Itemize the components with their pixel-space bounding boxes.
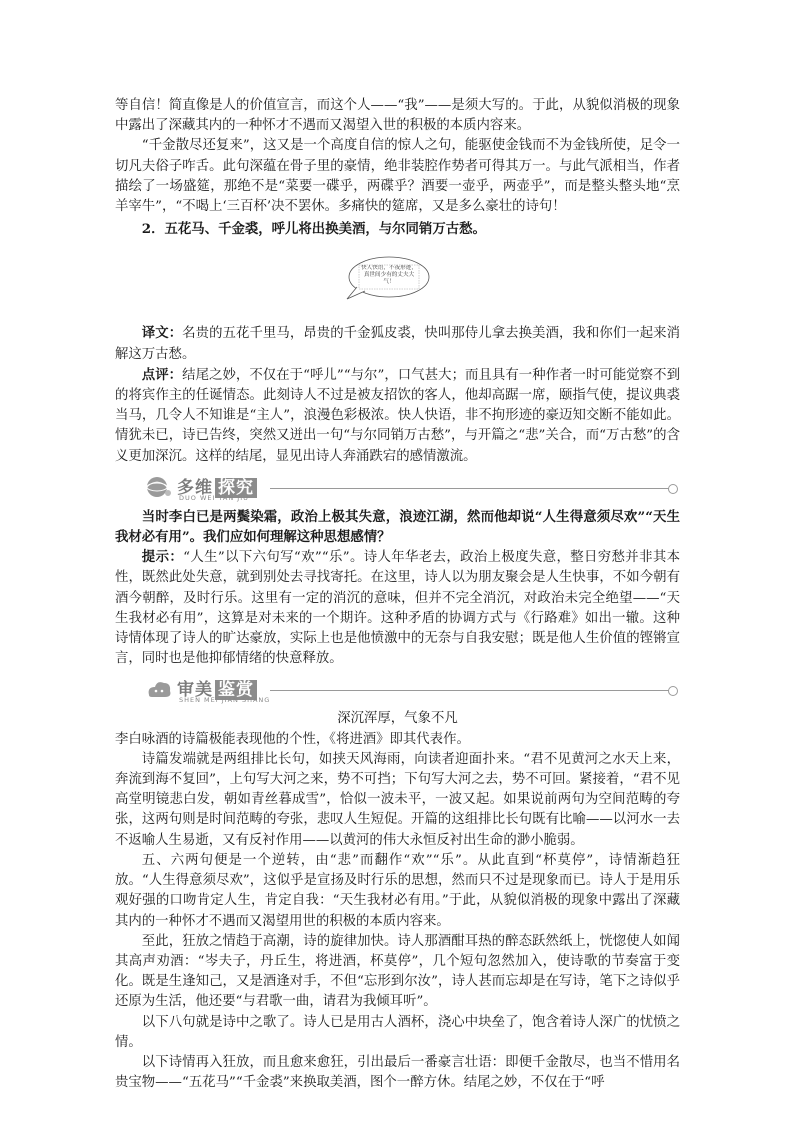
comment-label: 点评： — [141, 366, 183, 383]
divider-dot — [668, 484, 678, 494]
question: 当时李白已是两鬓染霜，政治上极其失意，浪迹江湖，然而他却说“人生得意须尽欢”“天生我材必有用”。我们应如何理解这种思想感情？ — [115, 508, 680, 546]
translation-label: 译文： — [141, 325, 183, 342]
paragraph: 以下八句就是诗中之歌了。诗人已是用古人酒杯，浇心中块垒了，饱含着诗人深广的忧愤之情。 — [115, 1014, 680, 1050]
section-title-plain: 审美 — [177, 680, 213, 701]
bubble-text: 快人快语，不夜形迹，真世间少有的丈夫大气！ — [361, 265, 417, 286]
appreciation-title: 深沉浑厚，气象不凡 — [337, 711, 458, 727]
document-page — [115, 96, 680, 1093]
section-banner-shenmei — [115, 675, 680, 705]
hint — [115, 547, 680, 669]
line-heading: 2．五花马、千金裘，呼儿将出换美酒，与尔同销万古愁。 — [141, 221, 486, 238]
globe-icon — [145, 475, 173, 499]
paragraph: 等自信！简直像是人的价值宣言，而这个人——“我”——是须大写的。于此，从貌似消极的现象中露出了深藏其内的一种怀才不遇而又渴望入世的积极的本质内容来。 — [115, 98, 680, 134]
hint-text: “人生”以下六句写“欢”“乐”。诗人年华老去，政治上极度失意，整日穷愁并非其本性，既然此处失意，就到别处去寻找寄托。在这里，诗人以为朋友聚会是人生快事，不如今朝有酒今朝醉，及时行乐。这里有一定的消沉的意味，但并不完全消沉，对政治未完全绝望——“天生我材必有用”，这算是对未来的一个期许。这种矛盾的协调方式与《行路难》如出一辙。这种诗情体现了诗人的旷达豪放，实际上也是他愤激中的无奈与自我安慰；既是他人生价值的铿锵宣言，同时也是他抑郁情绪的快意释放。 — [115, 550, 681, 667]
translation — [115, 323, 680, 364]
comment — [115, 365, 680, 467]
paragraph: 以下诗情再入狂放，而且愈来愈狂，引出最后一番豪言壮语：即便千金散尽，也当不惜用名贵宝物——“五花马”“千金裘”来换取美酒，图个一醉方休。结尾之妙，不仅在于“呼 — [115, 1054, 680, 1091]
speech-bubble-illustration — [337, 253, 437, 305]
paragraph: 李白咏酒的诗篇极能表现他的个性，《将进酒》即其代表作。 — [115, 731, 470, 747]
paragraph: 诗篇发端就是两组排比长句，如挟天风海雨，向读者迎面扑来。“君不见黄河之水天上来，奔流到海不复回”，上句写大河之来，势不可挡；下句写大河之去，势不可回。紧接着，“君不见高堂明镜悲白发，朝如青丝暮成雪”，恰似一波未平，一波又起。如果说前两句为空间范畴的夸张，这两句则是时间范畴的夸张，悲叹人生短促。开篇的这组排比长句既有比喻——以河水一去不返喻人生易逝，又有反衬作用——以黄河的伟大永恒反衬出生命的渺小脆弱。 — [115, 751, 680, 848]
cloud-icon — [145, 677, 173, 701]
section-title-boxed: 鉴赏 — [215, 680, 257, 700]
comment-text: 结尾之妙，不仅在于“呼儿”“与尔”，口气甚大；而且具有一种作者一时可能觉察不到的将宾作主的任诞情态。此刻诗人不过是被友招饮的客人，他却高踞一席，颐指气使，提议典裘当马，几令人不知谁是“主人”，浪漫色彩极浓。快人快语，非不拘形迹的豪迈知交断不能如此。情犹未已，诗已告终，突然又迸出一句“与尔同销万古愁”，与开篇之“悲”关合，而“万古愁”的含义更加深沉。这样的结尾，显见出诗人奔涌跌宕的感情激流。 — [115, 367, 680, 464]
paragraph: 五、六两句便是一个逆转，由“悲”而翻作“欢”“乐”。从此直到“杯莫停”，诗情渐趋狂放。“人生得意须尽欢”，这似乎是宣扬及时行乐的思想，然而只不过是现象而已。诗人于是用乐观好强的口吻肯定人生，肯定自我：“天生我材必有用。”于此，从貌似消极的现象中露出了深藏其内的一种怀才不遇而又渴望用世的积极的本质内容来。 — [115, 852, 680, 929]
section-title-boxed: 探究 — [215, 478, 257, 498]
divider-dot — [668, 686, 678, 696]
paragraph: “千金散尽还复来”，这又是一个高度自信的惊人之句，能驱使金钱而不为金钱所使，足令一切凡夫俗子咋舌。此句深蕴在骨子里的豪情，绝非装腔作势者可得其万一。与此气派相当，作者描绘了一场盛筵，那绝不是“菜要一碟乎，两碟乎？酒要一壶乎，两壶乎”，而是整头整头地“烹羊宰牛”，“不喝上‘三百杯’决不罢休。多痛快的筵席，又是多么豪壮的诗句！ — [115, 138, 680, 215]
section-banner-duowei — [115, 473, 680, 503]
divider — [270, 690, 672, 691]
divider — [270, 488, 672, 489]
paragraph: 至此，狂放之情趋于高潮，诗的旋律加快。诗人那酒酣耳热的醉态跃然纸上，恍惚使人如闻其高声劝酒：“岑夫子，丹丘生，将进酒，杯莫停”，几个短句忽然加入，使诗歌的节奏富于变化。既是生逢知己，又是酒逢对手，不但“忘形到尔汝”，诗人甚而忘却是在写诗，笔下之诗似乎还原为生活，他还要“与君歌一曲，请君为我倾耳听”。 — [115, 933, 680, 1010]
hint-label: 提示： — [141, 549, 184, 566]
section-pinyin: DUO WEI TAN JIU — [179, 493, 249, 502]
section-title-plain: 多维 — [177, 477, 213, 498]
section-pinyin: SHEN MEI JIAN SHANG — [179, 696, 271, 705]
translation-text: 名贵的五花千里马，昂贵的千金狐皮裘，快叫那侍儿拿去换美酒，我和你们一起来消解这万古愁。 — [115, 326, 681, 362]
